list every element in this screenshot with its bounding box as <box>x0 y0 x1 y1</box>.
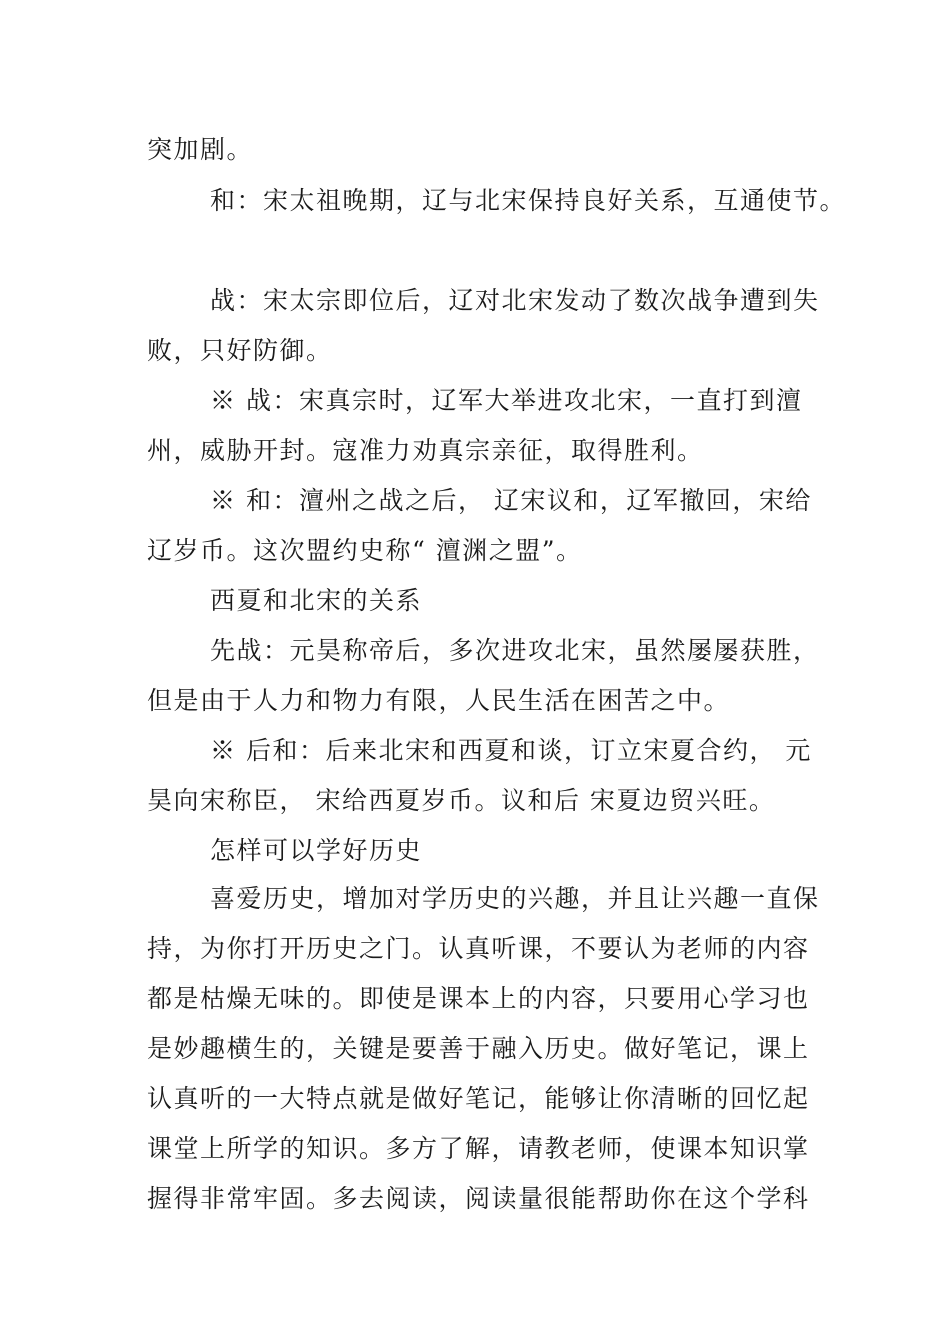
text-line: 败，只好防御。 <box>147 336 333 365</box>
text-line: 课堂上所学的知识。多方了解，请教老师，使课本知识掌 <box>147 1134 810 1163</box>
text-line: 突加剧。 <box>147 135 254 164</box>
text-line: ※ 和：澶州之战之后， 辽宋议和，辽军撤回，宋给 <box>210 486 812 515</box>
text-line: 辽岁币。这次盟约史称“ 澶渊之盟”。 <box>147 536 583 565</box>
text-line: 持，为你打开历史之门。认真听课，不要认为老师的内容 <box>147 934 810 963</box>
text-line: 先战：元昊称帝后，多次进攻北宋，虽然屡屡获胜， <box>210 636 820 665</box>
text-line: 是妙趣横生的，关键是要善于融入历史。做好笔记，课上 <box>147 1034 810 1063</box>
text-line: 州，威胁开封。寇准力劝真宗亲征，取得胜利。 <box>147 436 704 465</box>
text-line: 握得非常牢固。多去阅读，阅读量很能帮助你在这个学科 <box>147 1184 810 1213</box>
section-heading: 怎样可以学好历史 <box>210 836 423 865</box>
text-line: 昊向宋称臣， 宋给西夏岁币。议和后 宋夏边贸兴旺。 <box>147 786 776 815</box>
text-line: ※ 战：宋真宗时，辽军大举进攻北宋，一直打到澶 <box>210 386 803 415</box>
text-line: ※ 后和：后来北宋和西夏和谈，订立宋夏合约， 元 <box>210 736 812 765</box>
section-heading: 西夏和北宋的关系 <box>210 586 423 615</box>
text-line: 和：宋太祖晚期，辽与北宋保持良好关系，互通使节。 <box>210 186 847 215</box>
text-line: 喜爱历史，增加对学历史的兴趣，并且让兴趣一直保 <box>210 884 820 913</box>
text-line: 战：宋太宗即位后，辽对北宋发动了数次战争遭到失 <box>210 286 820 315</box>
text-line: 都是枯燥无味的。即使是课本上的内容，只要用心学习也 <box>147 984 810 1013</box>
text-line: 但是由于人力和物力有限，人民生活在困苦之中。 <box>147 686 731 715</box>
text-line: 认真听的一大特点就是做好笔记，能够让你清晰的回忆起 <box>147 1084 810 1113</box>
